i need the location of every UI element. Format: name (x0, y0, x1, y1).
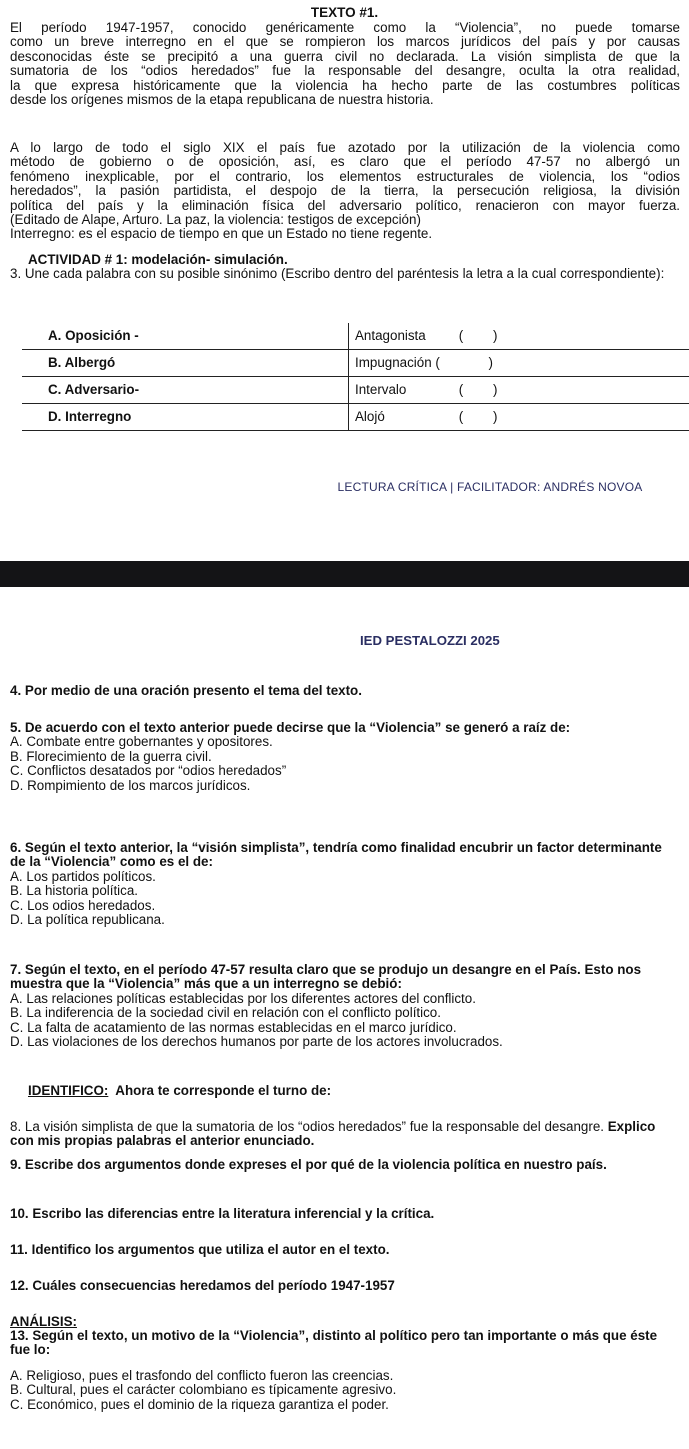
paragraph-one (10, 21, 680, 107)
paragraph-line: heredados”, la pasión partidista, el despojo de la tierra, la persecución religiosa, la división (10, 183, 680, 199)
option[interactable]: B. Cultural, pues el carácter colombiano es típicamente agresivo. (10, 1382, 397, 1398)
paragraph-line: A lo largo de todo el siglo XIX el país fue azotado por la utilización de la violencia como (10, 140, 680, 155)
question-7 (10, 963, 680, 1049)
synonym-label: Intervalo (355, 381, 407, 397)
page-two (0, 587, 689, 1449)
option[interactable]: C. La falta de acatamiento de las normas establecidas en el marco jurídico. (10, 1019, 457, 1035)
synonym-label: Antagonista (355, 327, 426, 343)
synonym-cell[interactable] (349, 404, 689, 431)
option[interactable]: B. Florecimiento de la guerra civil. (10, 748, 212, 764)
table-row (22, 377, 689, 404)
term-cell: D. Interregno (22, 404, 349, 431)
question-4: 4. Por medio de una oración presento el tema del texto. (10, 683, 362, 698)
question-11: 11. Identifico los argumentos que utiliza el autor en el texto. (10, 1242, 390, 1257)
definition-line: Interregno: es el espacio de tiempo en que un Estado no tiene regente. (10, 226, 433, 242)
term-cell: C. Adversario- (22, 377, 349, 404)
option[interactable]: A. Las relaciones políticas establecidas por los diferentes actores del conflicto. (10, 990, 476, 1006)
question-6 (10, 841, 680, 927)
text-title: TEXTO #1. (310, 5, 379, 20)
school-header: IED PESTALOZZI 2025 (360, 633, 500, 648)
paragraph-line: fenómeno inexplicable, por el contrario, los elementos estructurales de violencia, los “odios (10, 168, 680, 184)
question-8-statement: 8. La visión simplista de que la sumatoria de los “odios heredados” fue la responsable del desangre. (10, 1119, 605, 1134)
answer-parenthesis[interactable]: ) (458, 354, 493, 370)
question-10: 10. Escribo las diferencias entre la literatura inferencial y la crítica. (10, 1206, 435, 1221)
synonym-cell[interactable] (349, 350, 689, 377)
term-cell: A. Oposición - (22, 323, 349, 350)
table-row (22, 404, 689, 431)
answer-parenthesis[interactable]: ( ) (458, 408, 498, 424)
option[interactable]: D. Las violaciones de los derechos humanos por parte de los actores involucrados. (10, 1034, 503, 1050)
analisis-heading: ANÁLISIS: (10, 1314, 77, 1329)
activity-title: ACTIVIDAD # 1: modelación- simulación. (28, 252, 288, 267)
question-9: 9. Escribe dos argumentos donde expreses el por qué de la violencia política en nuestro país. (10, 1157, 607, 1172)
option[interactable]: B. La historia política. (10, 883, 139, 899)
option[interactable]: A. Religioso, pues el trasfondo del conflicto fueron las creencias. (10, 1367, 394, 1383)
option[interactable]: C. Los odios heredados. (10, 897, 156, 913)
activity-instruction: 3. Une cada palabra con su posible sinónimo (Escribo dentro del paréntesis la letra a la cual correspondiente): (10, 266, 665, 281)
synonym-cell[interactable] (349, 323, 689, 350)
synonym-label: Alojó (355, 408, 385, 424)
paragraph-two (10, 141, 680, 242)
identifico-label: IDENTIFICO: (28, 1083, 109, 1098)
paragraph-line: desde los orígenes mismos de la etapa republicana de nuestra historia. (10, 92, 434, 108)
option[interactable]: B. La indiferencia de la sociedad civil en relación con el conflicto político. (10, 1005, 441, 1021)
question-13 (10, 1329, 680, 1412)
synonym-label: Impugnación ( (355, 354, 440, 370)
table-row (22, 350, 689, 377)
page-one (0, 0, 689, 561)
question-12: 12. Cuáles consecuencias heredamos del período 1947-1957 (10, 1278, 395, 1293)
option[interactable]: C. Conflictos desatados por “odios heredados” (10, 763, 287, 779)
term-cell: B. Albergó (22, 350, 349, 377)
paragraph-line: El período 1947-1957, conocido genéricamente como la “Violencia”, no puede tomarse (10, 20, 680, 35)
answer-parenthesis[interactable]: ( ) (458, 327, 498, 343)
question-stem: 5. De acuerdo con el texto anterior puede decirse que la “Violencia” se generó a raíz de: (10, 720, 571, 735)
question-8 (10, 1120, 680, 1149)
synonym-cell[interactable] (349, 377, 689, 404)
option[interactable]: C. Económico, pues el dominio de la riqueza garantiza el poder. (10, 1396, 389, 1412)
page-separator (0, 561, 689, 587)
question-stem: 13. Según el texto, un motivo de la “Violencia”, distinto al político pero tan importante o más que éste fue lo: (10, 1328, 658, 1358)
matching-table (22, 323, 689, 431)
option[interactable]: A. Los partidos políticos. (10, 868, 156, 884)
question-stem: 7. Según el texto, en el período 47-57 resulta claro que se produjo un desangre en el País. Esto nos muestra que la “Violencia” más que a un interregno se debió: (10, 962, 642, 992)
paragraph-line: desconocidas éste se precipitó a una guerra civil no declarada. La visión simplista de que la (10, 48, 680, 64)
identifico-text: Ahora te corresponde el turno de: (108, 1083, 332, 1098)
question-5 (10, 721, 680, 793)
identifico-heading (28, 1084, 331, 1098)
citation-line: (Editado de Alape, Arturo. La paz, la violencia: testigos de excepción) (10, 212, 421, 228)
paragraph-line: método de gobierno o de oposición, así, es claro que el período 47-57 no albergó un (10, 154, 680, 170)
table-row (22, 323, 689, 350)
paragraph-line: como un breve interregno en el que se rompieron los marcos jurídicos del país y por causas (10, 34, 680, 50)
option[interactable]: D. Rompimiento de los marcos jurídicos. (10, 777, 251, 793)
paragraph-line: la que expresa históricamente que la violencia ha hecho parte de las costumbres políticas (10, 77, 680, 93)
option[interactable]: A. Combate entre gobernantes y opositores. (10, 734, 273, 750)
question-stem: 6. Según el texto anterior, la “visión simplista”, tendría como finalidad encubrir un factor determinante de la “Violencia” como es el de: (10, 840, 662, 870)
question-8-task: Explico con mis propias palabras el anterior enunciado. (10, 1119, 656, 1149)
option[interactable]: D. La política republicana. (10, 912, 165, 928)
paragraph-line: política del país y la eliminación física del adversario político, renacieron con mayor fuerza. (10, 197, 680, 213)
answer-parenthesis[interactable]: ( ) (458, 381, 498, 397)
paragraph-line: sumatoria de los “odios heredados” fue la responsable del desangre, oculta la otra realidad, (10, 63, 680, 79)
page-footer: LECTURA CRÍTICA | FACILITADOR: ANDRÉS NOVOA (337, 480, 643, 494)
